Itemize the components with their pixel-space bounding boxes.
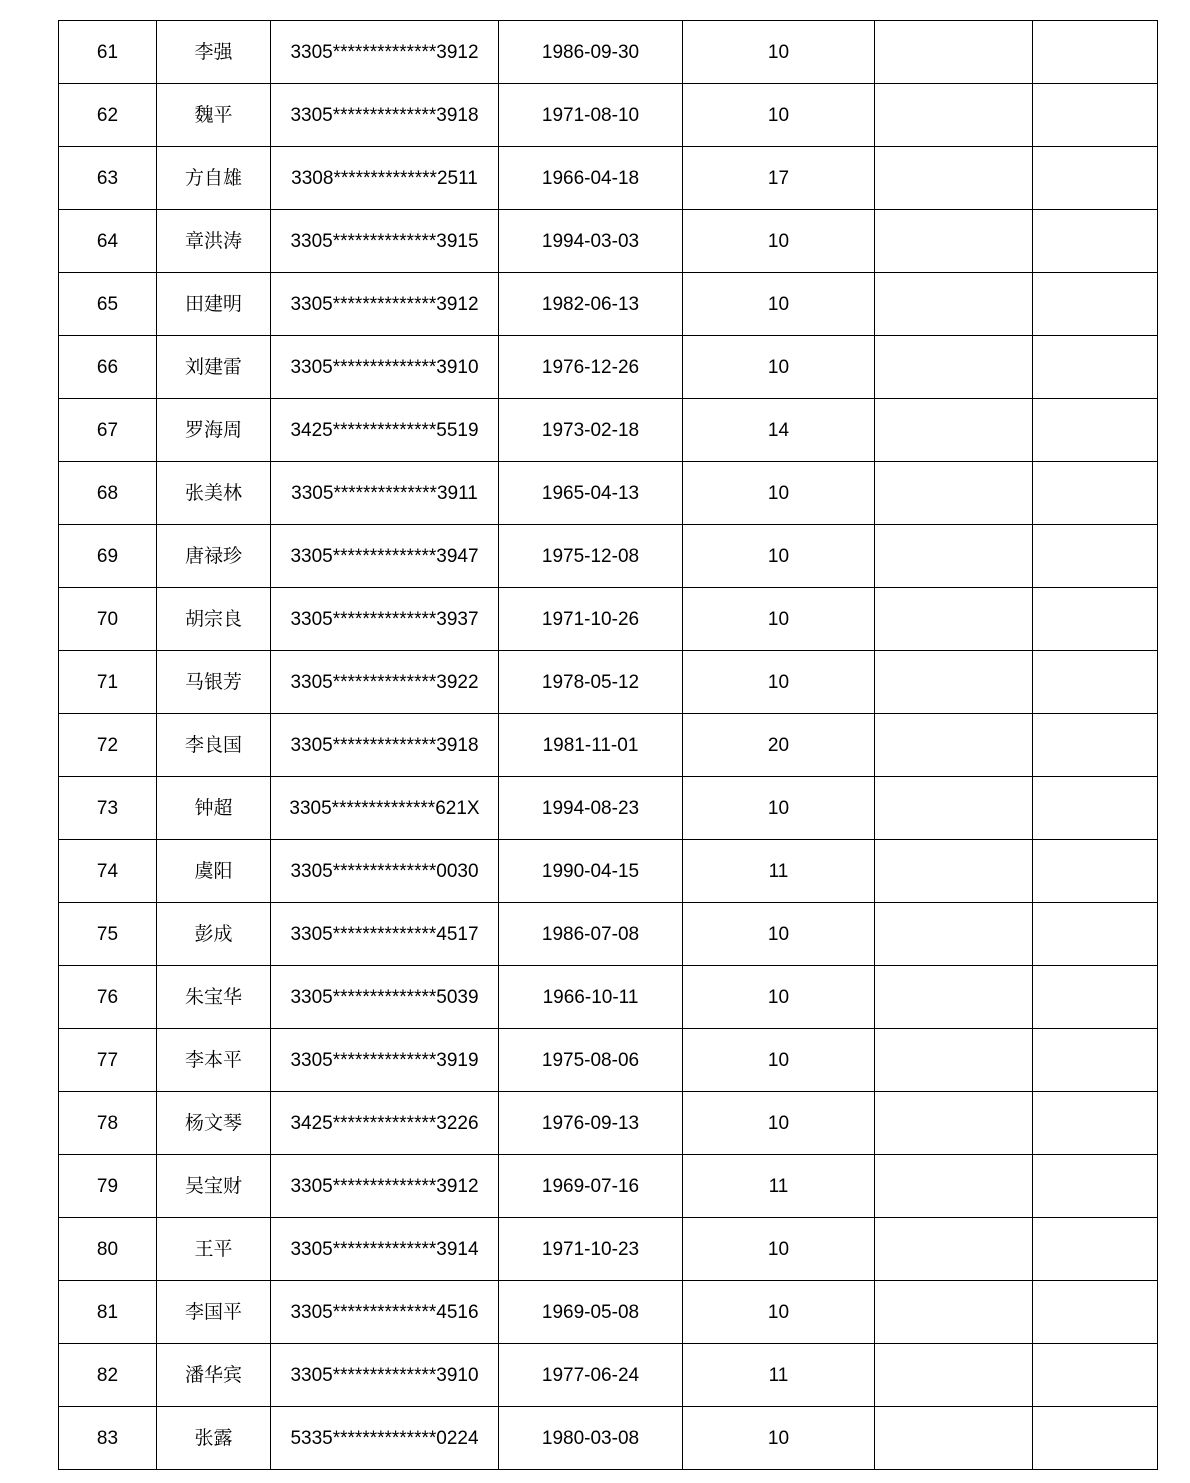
id-number-cell: 3305**************3910 <box>271 1344 499 1407</box>
row-number-cell: 66 <box>59 336 157 399</box>
blank-cell <box>1033 399 1158 462</box>
table-row <box>59 525 1158 588</box>
row-number-cell: 73 <box>59 777 157 840</box>
table-row <box>59 651 1158 714</box>
birth-date-cell: 1978-05-12 <box>499 651 683 714</box>
id-number-cell: 3305**************3912 <box>271 273 499 336</box>
birth-date-cell: 1969-07-16 <box>499 1155 683 1218</box>
table-row <box>59 1155 1158 1218</box>
value-cell: 10 <box>683 462 875 525</box>
row-number-cell: 81 <box>59 1281 157 1344</box>
birth-date-cell: 1982-06-13 <box>499 273 683 336</box>
id-number-cell: 3305**************3919 <box>271 1029 499 1092</box>
blank-cell <box>875 84 1033 147</box>
row-number-cell: 70 <box>59 588 157 651</box>
value-cell: 10 <box>683 273 875 336</box>
blank-cell <box>1033 336 1158 399</box>
name-cell: 罗海周 <box>157 399 271 462</box>
birth-date-cell: 1969-05-08 <box>499 1281 683 1344</box>
blank-cell <box>1033 273 1158 336</box>
birth-date-cell: 1994-03-03 <box>499 210 683 273</box>
name-cell: 方自雄 <box>157 147 271 210</box>
value-cell: 10 <box>683 1407 875 1470</box>
id-number-cell: 3305**************4516 <box>271 1281 499 1344</box>
birth-date-cell: 1966-04-18 <box>499 147 683 210</box>
name-cell: 张露 <box>157 1407 271 1470</box>
row-number-cell: 67 <box>59 399 157 462</box>
table-row <box>59 1218 1158 1281</box>
row-number-cell: 74 <box>59 840 157 903</box>
table-row <box>59 462 1158 525</box>
blank-cell <box>875 1281 1033 1344</box>
name-cell: 李强 <box>157 21 271 84</box>
id-number-cell: 3308**************2511 <box>271 147 499 210</box>
birth-date-cell: 1973-02-18 <box>499 399 683 462</box>
value-cell: 10 <box>683 84 875 147</box>
row-number-cell: 71 <box>59 651 157 714</box>
blank-cell <box>1033 1281 1158 1344</box>
row-number-cell: 77 <box>59 1029 157 1092</box>
value-cell: 10 <box>683 336 875 399</box>
blank-cell <box>1033 1092 1158 1155</box>
value-cell: 17 <box>683 147 875 210</box>
table-row <box>59 1344 1158 1407</box>
table-row <box>59 210 1158 273</box>
blank-cell <box>875 462 1033 525</box>
id-number-cell: 3305**************3947 <box>271 525 499 588</box>
birth-date-cell: 1971-08-10 <box>499 84 683 147</box>
value-cell: 11 <box>683 1155 875 1218</box>
name-cell: 杨文琴 <box>157 1092 271 1155</box>
name-cell: 彭成 <box>157 903 271 966</box>
blank-cell <box>875 777 1033 840</box>
name-cell: 张美林 <box>157 462 271 525</box>
id-number-cell: 3305**************3937 <box>271 588 499 651</box>
table-row <box>59 1407 1158 1470</box>
blank-cell <box>1033 147 1158 210</box>
blank-cell <box>875 1029 1033 1092</box>
blank-cell <box>1033 1155 1158 1218</box>
row-number-cell: 63 <box>59 147 157 210</box>
id-number-cell: 5335**************0224 <box>271 1407 499 1470</box>
row-number-cell: 65 <box>59 273 157 336</box>
id-number-cell: 3305**************0030 <box>271 840 499 903</box>
blank-cell <box>875 714 1033 777</box>
value-cell: 20 <box>683 714 875 777</box>
birth-date-cell: 1994-08-23 <box>499 777 683 840</box>
table-row <box>59 336 1158 399</box>
row-number-cell: 76 <box>59 966 157 1029</box>
birth-date-cell: 1976-09-13 <box>499 1092 683 1155</box>
birth-date-cell: 1986-09-30 <box>499 21 683 84</box>
value-cell: 10 <box>683 21 875 84</box>
value-cell: 10 <box>683 966 875 1029</box>
birth-date-cell: 1977-06-24 <box>499 1344 683 1407</box>
id-number-cell: 3305**************3915 <box>271 210 499 273</box>
value-cell: 11 <box>683 1344 875 1407</box>
value-cell: 10 <box>683 1218 875 1281</box>
row-number-cell: 69 <box>59 525 157 588</box>
id-number-cell: 3305**************3912 <box>271 21 499 84</box>
name-cell: 潘华宾 <box>157 1344 271 1407</box>
blank-cell <box>1033 588 1158 651</box>
row-number-cell: 61 <box>59 21 157 84</box>
row-number-cell: 78 <box>59 1092 157 1155</box>
blank-cell <box>1033 1407 1158 1470</box>
name-cell: 唐禄珍 <box>157 525 271 588</box>
blank-cell <box>1033 966 1158 1029</box>
value-cell: 14 <box>683 399 875 462</box>
name-cell: 吴宝财 <box>157 1155 271 1218</box>
row-number-cell: 72 <box>59 714 157 777</box>
blank-cell <box>875 399 1033 462</box>
row-number-cell: 68 <box>59 462 157 525</box>
table-row <box>59 777 1158 840</box>
row-number-cell: 62 <box>59 84 157 147</box>
name-cell: 章洪涛 <box>157 210 271 273</box>
value-cell: 10 <box>683 210 875 273</box>
birth-date-cell: 1971-10-23 <box>499 1218 683 1281</box>
blank-cell <box>875 1155 1033 1218</box>
blank-cell <box>875 525 1033 588</box>
id-number-cell: 3425**************5519 <box>271 399 499 462</box>
blank-cell <box>875 147 1033 210</box>
blank-cell <box>1033 903 1158 966</box>
name-cell: 李国平 <box>157 1281 271 1344</box>
blank-cell <box>1033 1344 1158 1407</box>
name-cell: 田建明 <box>157 273 271 336</box>
blank-cell <box>1033 777 1158 840</box>
blank-cell <box>1033 651 1158 714</box>
blank-cell <box>875 966 1033 1029</box>
name-cell: 刘建雷 <box>157 336 271 399</box>
birth-date-cell: 1980-03-08 <box>499 1407 683 1470</box>
roster-table <box>58 20 1158 1470</box>
blank-cell <box>1033 714 1158 777</box>
blank-cell <box>875 336 1033 399</box>
id-number-cell: 3305**************3914 <box>271 1218 499 1281</box>
id-number-cell: 3305**************621X <box>271 777 499 840</box>
value-cell: 10 <box>683 588 875 651</box>
table-row <box>59 840 1158 903</box>
blank-cell <box>1033 210 1158 273</box>
row-number-cell: 64 <box>59 210 157 273</box>
blank-cell <box>1033 1029 1158 1092</box>
table-body <box>59 21 1158 1470</box>
table-row <box>59 966 1158 1029</box>
table-row <box>59 1281 1158 1344</box>
row-number-cell: 80 <box>59 1218 157 1281</box>
blank-cell <box>875 903 1033 966</box>
birth-date-cell: 1990-04-15 <box>499 840 683 903</box>
id-number-cell: 3305**************4517 <box>271 903 499 966</box>
id-number-cell: 3305**************3910 <box>271 336 499 399</box>
value-cell: 11 <box>683 840 875 903</box>
id-number-cell: 3305**************3922 <box>271 651 499 714</box>
value-cell: 10 <box>683 525 875 588</box>
name-cell: 钟超 <box>157 777 271 840</box>
table-row <box>59 21 1158 84</box>
row-number-cell: 79 <box>59 1155 157 1218</box>
blank-cell <box>1033 84 1158 147</box>
id-number-cell: 3305**************3911 <box>271 462 499 525</box>
table-row <box>59 273 1158 336</box>
blank-cell <box>875 1092 1033 1155</box>
name-cell: 王平 <box>157 1218 271 1281</box>
blank-cell <box>875 1218 1033 1281</box>
name-cell: 马银芳 <box>157 651 271 714</box>
table-row <box>59 903 1158 966</box>
id-number-cell: 3305**************5039 <box>271 966 499 1029</box>
birth-date-cell: 1975-12-08 <box>499 525 683 588</box>
value-cell: 10 <box>683 777 875 840</box>
name-cell: 魏平 <box>157 84 271 147</box>
birth-date-cell: 1975-08-06 <box>499 1029 683 1092</box>
name-cell: 李本平 <box>157 1029 271 1092</box>
row-number-cell: 82 <box>59 1344 157 1407</box>
birth-date-cell: 1976-12-26 <box>499 336 683 399</box>
value-cell: 10 <box>683 651 875 714</box>
birth-date-cell: 1981-11-01 <box>499 714 683 777</box>
blank-cell <box>875 21 1033 84</box>
blank-cell <box>1033 1218 1158 1281</box>
table-row <box>59 588 1158 651</box>
value-cell: 10 <box>683 1281 875 1344</box>
birth-date-cell: 1966-10-11 <box>499 966 683 1029</box>
name-cell: 虞阳 <box>157 840 271 903</box>
table-row <box>59 714 1158 777</box>
blank-cell <box>875 840 1033 903</box>
name-cell: 朱宝华 <box>157 966 271 1029</box>
blank-cell <box>875 273 1033 336</box>
birth-date-cell: 1965-04-13 <box>499 462 683 525</box>
id-number-cell: 3305**************3912 <box>271 1155 499 1218</box>
name-cell: 李良国 <box>157 714 271 777</box>
blank-cell <box>875 1344 1033 1407</box>
name-cell: 胡宗良 <box>157 588 271 651</box>
table-row <box>59 1029 1158 1092</box>
blank-cell <box>875 210 1033 273</box>
table-row <box>59 1092 1158 1155</box>
id-number-cell: 3305**************3918 <box>271 714 499 777</box>
value-cell: 10 <box>683 903 875 966</box>
id-number-cell: 3425**************3226 <box>271 1092 499 1155</box>
blank-cell <box>1033 462 1158 525</box>
blank-cell <box>1033 21 1158 84</box>
table-row <box>59 84 1158 147</box>
table-row <box>59 147 1158 210</box>
blank-cell <box>1033 840 1158 903</box>
blank-cell <box>875 1407 1033 1470</box>
row-number-cell: 75 <box>59 903 157 966</box>
value-cell: 10 <box>683 1029 875 1092</box>
birth-date-cell: 1971-10-26 <box>499 588 683 651</box>
table-row <box>59 399 1158 462</box>
value-cell: 10 <box>683 1092 875 1155</box>
birth-date-cell: 1986-07-08 <box>499 903 683 966</box>
row-number-cell: 83 <box>59 1407 157 1470</box>
blank-cell <box>875 588 1033 651</box>
blank-cell <box>875 651 1033 714</box>
id-number-cell: 3305**************3918 <box>271 84 499 147</box>
blank-cell <box>1033 525 1158 588</box>
